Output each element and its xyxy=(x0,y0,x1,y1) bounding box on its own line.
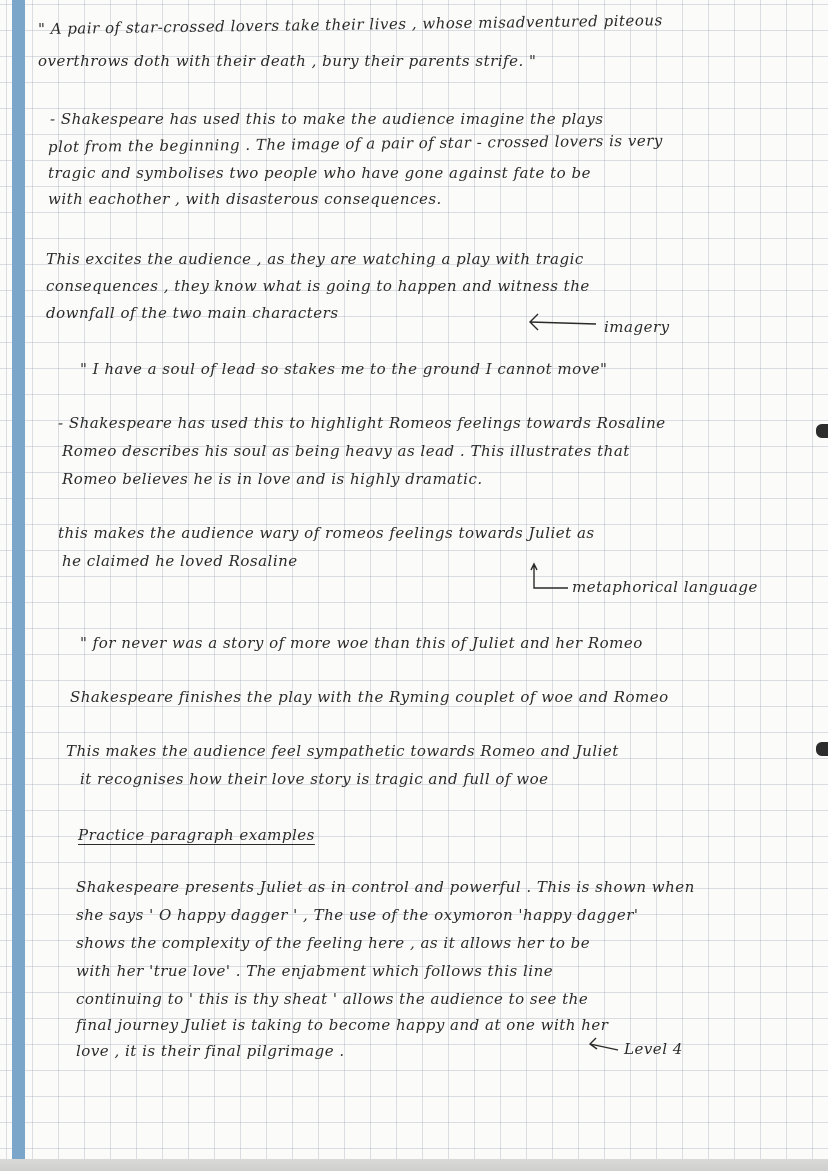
paragraph-line: final journey Juliet is taking to become happy and at one with her xyxy=(76,1016,609,1034)
effect-line: he claimed he loved Rosaline xyxy=(62,552,298,570)
quote-line: overthrows doth with their death , bury their parents strife. " xyxy=(38,52,537,70)
quote-line: " for never was a story of more woe than this of Juliet and her Romeo xyxy=(80,634,643,652)
effect-line: consequences , they know what is going to happen and witness the xyxy=(46,277,590,295)
analysis-line: - Shakespeare has used this to make the audience imagine the plays xyxy=(50,110,604,128)
quote-line: " I have a soul of lead so stakes me to the ground I cannot move" xyxy=(80,360,608,378)
effect-line: This excites the audience , as they are watching a play with tragic xyxy=(46,250,584,268)
analysis-line: Romeo describes his soul as being heavy as lead . This illustrates that xyxy=(62,442,630,460)
paragraph-line: continuing to ' this is thy sheat ' allows the audience to see the xyxy=(76,990,589,1008)
analysis-line: - Shakespeare has used this to highlight Romeos feelings towards Rosaline xyxy=(58,414,666,432)
arrow-icon xyxy=(528,312,598,332)
arrow-icon xyxy=(586,1036,620,1056)
arrow-icon xyxy=(530,562,570,592)
binder-ring-icon xyxy=(816,424,828,438)
effect-line: it recognises how their love story is tragic and full of woe xyxy=(80,770,549,788)
level-label: Level 4 xyxy=(624,1040,683,1058)
paragraph-line: shows the complexity of the feeling here , as it allows her to be xyxy=(76,934,591,952)
paragraph-line: Shakespeare presents Juliet as in control and powerful . This is shown when xyxy=(76,878,695,896)
technique-label: imagery xyxy=(604,318,670,336)
section-heading: Practice paragraph examples xyxy=(78,826,315,844)
analysis-line: plot from the beginning . The image of a pair of star - crossed lovers is very xyxy=(47,131,663,156)
paragraph-line: love , it is their final pilgrimage . xyxy=(76,1042,345,1060)
margin-line xyxy=(12,0,25,1160)
technique-label: metaphorical language xyxy=(572,578,758,596)
analysis-line: Shakespeare finishes the play with the Ryming couplet of woe and Romeo xyxy=(70,688,669,706)
analysis-line: tragic and symbolises two people who have gone against fate to be xyxy=(48,164,591,182)
analysis-line: with eachother , with disasterous consequences. xyxy=(48,190,442,208)
binder-ring-icon xyxy=(816,742,828,756)
paragraph-line: she says ' O happy dagger ' , The use of the oxymoron 'happy dagger' xyxy=(76,906,639,924)
effect-line: this makes the audience wary of romeos feelings towards Juliet as xyxy=(58,524,595,542)
paragraph-line: with her 'true love' . The enjabment which follows this line xyxy=(76,962,554,980)
effect-line: This makes the audience feel sympathetic towards Romeo and Juliet xyxy=(66,742,619,760)
quote-line: " A pair of star-crossed lovers take their lives , whose misadventured piteous xyxy=(37,11,663,38)
page-bottom-edge xyxy=(0,1159,828,1171)
analysis-line: Romeo believes he is in love and is highly dramatic. xyxy=(62,470,483,488)
effect-line: downfall of the two main characters xyxy=(46,304,339,322)
